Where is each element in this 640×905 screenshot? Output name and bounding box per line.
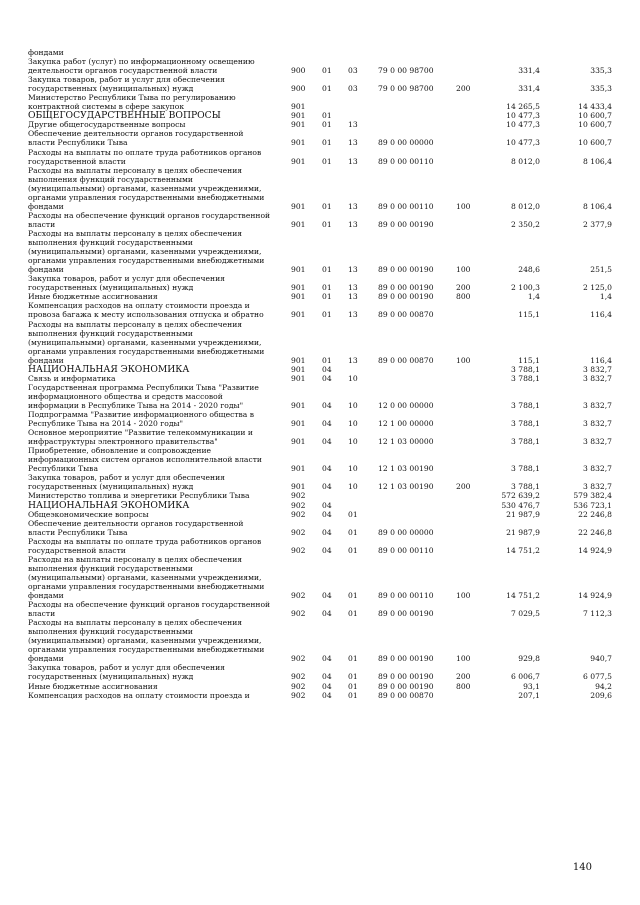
subsection-code: 13 xyxy=(348,265,358,275)
target-article-code: 12 1 03 00190 xyxy=(378,464,434,474)
target-article-code: 79 0 00 98700 xyxy=(378,66,434,76)
subsection-code: 10 xyxy=(348,437,358,447)
row-name-line: Государственная программа Республики Тыва "Развитие xyxy=(28,382,259,392)
vedomstvo-code: 901 xyxy=(291,364,306,374)
vedomstvo-code: 901 xyxy=(291,292,306,302)
row-name-line: органами управления государственными внебюджетными xyxy=(28,192,265,202)
subsection-code: 10 xyxy=(348,419,358,429)
subsection-code: 01 xyxy=(348,654,358,664)
target-article-code: 12 1 03 00000 xyxy=(378,437,434,447)
expense-type-code: 100 xyxy=(456,265,471,275)
section-code: 04 xyxy=(322,590,332,600)
expense-type-code: 200 xyxy=(456,482,471,492)
row-name-line: Расходы на выплаты по оплате труда работников органов xyxy=(28,536,262,546)
section-code: 01 xyxy=(322,138,332,148)
row-name-line: выполнения функций государственными xyxy=(28,174,193,184)
target-article-code: 89 0 00 00190 xyxy=(378,654,434,664)
amount-year-2: 116,4 xyxy=(590,355,612,365)
row-name-line: фондами xyxy=(28,48,64,57)
section-code: 04 xyxy=(322,437,332,447)
vedomstvo-code: 902 xyxy=(291,491,306,501)
amount-year-1: 331,4 xyxy=(518,84,540,94)
vedomstvo-code: 901 xyxy=(291,464,306,474)
row-name-line: Министерство Республики Тыва по регулированию xyxy=(28,93,236,103)
section-code: 01 xyxy=(322,111,332,121)
section-code: 04 xyxy=(322,464,332,474)
amount-year-2: 3 832,7 xyxy=(583,400,612,410)
row-name-line: власти Республики Тыва xyxy=(28,527,128,537)
vedomstvo-code: 901 xyxy=(291,283,306,293)
target-article-code: 89 0 00 00110 xyxy=(378,201,434,211)
section-code: 04 xyxy=(322,482,332,492)
target-article-code: 89 0 00 00870 xyxy=(378,355,434,365)
amount-year-1: 530 476,7 xyxy=(501,500,540,510)
section-code: 01 xyxy=(322,219,332,229)
amount-year-1: 93,1 xyxy=(523,681,540,691)
amount-year-1: 3 788,1 xyxy=(511,482,540,492)
amount-year-1: 3 788,1 xyxy=(511,437,540,447)
amount-year-1: 3 788,1 xyxy=(511,419,540,429)
section-code: 01 xyxy=(322,156,332,166)
vedomstvo-code: 901 xyxy=(291,201,306,211)
subsection-code: 13 xyxy=(348,201,358,211)
row-name-line: Закупка товаров, работ и услуг для обеспечения xyxy=(28,473,225,483)
amount-year-1: 8 012,0 xyxy=(511,201,540,211)
amount-year-2: 10 600,7 xyxy=(578,138,612,148)
section-code: 01 xyxy=(322,265,332,275)
section-code: 01 xyxy=(322,66,332,76)
row-name-line: органами управления государственными внебюджетными xyxy=(28,346,265,356)
subsection-code: 10 xyxy=(348,464,358,474)
subsection-code: 01 xyxy=(348,609,358,619)
vedomstvo-code: 902 xyxy=(291,672,306,682)
row-name-line: (муниципальными) органами, казенными учреждениями, xyxy=(28,183,262,193)
amount-year-2: 209,6 xyxy=(590,690,612,700)
subsection-code: 10 xyxy=(348,400,358,410)
expense-type-code: 200 xyxy=(456,283,471,293)
amount-year-2: 6 077,5 xyxy=(583,672,612,682)
target-article-code: 89 0 00 00190 xyxy=(378,265,434,275)
subsection-code: 13 xyxy=(348,156,358,166)
section-code: 04 xyxy=(322,654,332,664)
row-name-line: фондами xyxy=(28,654,64,664)
vedomstvo-code: 901 xyxy=(291,219,306,229)
row-name-line: органами управления государственными внебюджетными xyxy=(28,256,265,266)
target-article-code: 89 0 00 00190 xyxy=(378,681,434,691)
row-name-line: государственных (муниципальных) нужд xyxy=(28,482,194,492)
target-article-code: 89 0 00 00870 xyxy=(378,690,434,700)
row-name-line: Общеэкономические вопросы xyxy=(28,509,149,519)
row-name-line: выполнения функций государственными xyxy=(28,238,193,248)
subsection-code: 13 xyxy=(348,355,358,365)
section-code: 04 xyxy=(322,509,332,519)
row-name-line: Обеспечение деятельности органов государственной xyxy=(28,518,244,528)
expense-type-code: 100 xyxy=(456,654,471,664)
amount-year-2: 2 125,0 xyxy=(583,283,612,293)
amount-year-2: 14 924,9 xyxy=(578,590,612,600)
row-name-line: Министерство топлива и энергетики Республики Тыва xyxy=(28,491,250,501)
vedomstvo-code: 901 xyxy=(291,400,306,410)
amount-year-1: 10 477,3 xyxy=(506,111,540,121)
target-article-code: 12 1 00 00000 xyxy=(378,419,434,429)
amount-year-1: 6 006,7 xyxy=(511,672,540,682)
row-name-line: фондами xyxy=(28,590,64,600)
subsection-code: 01 xyxy=(348,545,358,555)
row-name-line: Основное мероприятие "Развитие телекоммуникации и xyxy=(28,428,253,438)
row-name-line: НАЦИОНАЛЬНАЯ ЭКОНОМИКА xyxy=(28,364,190,375)
expense-type-code: 100 xyxy=(456,355,471,365)
amount-year-2: 335,3 xyxy=(590,66,612,76)
vedomstvo-code: 902 xyxy=(291,681,306,691)
row-name-line: (муниципальными) органами, казенными учреждениями, xyxy=(28,572,262,582)
row-name-line: органами управления государственными внебюджетными xyxy=(28,581,265,591)
amount-year-2: 8 106,4 xyxy=(583,201,612,211)
target-article-code: 89 0 00 00110 xyxy=(378,590,434,600)
amount-year-1: 3 788,1 xyxy=(511,373,540,383)
row-name-line: Расходы на выплаты персоналу в целях обеспечения xyxy=(28,229,243,238)
row-name-line: Расходы на выплаты персоналу в целях обеспечения xyxy=(28,319,243,329)
section-code: 04 xyxy=(322,500,332,510)
row-name-line: НАЦИОНАЛЬНАЯ ЭКОНОМИКА xyxy=(28,500,190,511)
row-name-line: Другие общегосударственные вопросы xyxy=(28,120,186,130)
amount-year-1: 8 012,0 xyxy=(511,156,540,166)
amount-year-1: 21 987,9 xyxy=(506,527,540,537)
amount-year-2: 251,5 xyxy=(590,265,612,275)
amount-year-1: 14 751,2 xyxy=(506,545,540,555)
amount-year-1: 3 788,1 xyxy=(511,364,540,374)
amount-year-2: 1,4 xyxy=(599,292,612,302)
vedomstvo-code: 901 xyxy=(291,310,306,320)
amount-year-1: 207,1 xyxy=(518,690,540,700)
row-name-line: Закупка товаров, работ и услуг для обеспечения xyxy=(28,663,225,673)
expense-type-code: 100 xyxy=(456,590,471,600)
amount-year-2: 2 377,9 xyxy=(583,219,612,229)
vedomstvo-code: 900 xyxy=(291,66,306,76)
row-name-line: Компенсация расходов на оплату стоимости проезда и xyxy=(28,301,250,311)
section-code: 04 xyxy=(322,609,332,619)
amount-year-1: 10 477,3 xyxy=(506,138,540,148)
amount-year-1: 7 029,5 xyxy=(511,609,540,619)
vedomstvo-code: 902 xyxy=(291,545,306,555)
subsection-code: 13 xyxy=(348,283,358,293)
section-code: 04 xyxy=(322,419,332,429)
vedomstvo-code: 902 xyxy=(291,527,306,537)
amount-year-2: 335,3 xyxy=(590,84,612,94)
subsection-code: 13 xyxy=(348,219,358,229)
row-name-line: Расходы на выплаты по оплате труда работников органов xyxy=(28,147,262,157)
target-article-code: 89 0 00 00190 xyxy=(378,292,434,302)
amount-year-1: 115,1 xyxy=(518,310,540,320)
amount-year-1: 1,4 xyxy=(527,292,540,302)
amount-year-2: 8 106,4 xyxy=(583,156,612,166)
amount-year-2: 10 600,7 xyxy=(578,120,612,130)
amount-year-2: 116,4 xyxy=(590,310,612,320)
row-name-line: Расходы на обеспечение функций органов государственной xyxy=(28,210,271,220)
row-name-line: (муниципальными) органами, казенными учреждениями, xyxy=(28,337,262,347)
row-name-line: фондами xyxy=(28,201,64,211)
section-code: 01 xyxy=(322,84,332,94)
row-name-line: (муниципальными) органами, казенными учреждениями, xyxy=(28,636,262,646)
amount-year-1: 248,6 xyxy=(518,265,540,275)
vedomstvo-code: 901 xyxy=(291,355,306,365)
page-number: 140 xyxy=(572,862,592,873)
amount-year-1: 115,1 xyxy=(518,355,540,365)
row-name-line: инфраструктуры электронного правительства" xyxy=(28,437,218,447)
section-code: 04 xyxy=(322,545,332,555)
section-code: 04 xyxy=(322,690,332,700)
amount-year-2: 3 832,7 xyxy=(583,464,612,474)
section-code: 01 xyxy=(322,283,332,293)
row-name-line: государственных (муниципальных) нужд xyxy=(28,283,194,293)
row-name-line: Расходы на выплаты персоналу в целях обеспечения xyxy=(28,554,243,564)
subsection-code: 13 xyxy=(348,292,358,302)
expense-type-code: 200 xyxy=(456,84,471,94)
target-article-code: 12 0 00 00000 xyxy=(378,400,434,410)
amount-year-2: 22 246,8 xyxy=(578,509,612,519)
row-name-line: деятельности органов государственной власти xyxy=(28,66,218,76)
amount-year-2: 94,2 xyxy=(595,681,612,691)
amount-year-2: 7 112,3 xyxy=(583,609,612,619)
row-name-line: выполнения функций государственными xyxy=(28,328,193,338)
expense-type-code: 800 xyxy=(456,681,471,691)
row-name-line: Расходы на выплаты персоналу в целях обеспечения xyxy=(28,165,243,175)
target-article-code: 89 0 00 00870 xyxy=(378,310,434,320)
amount-year-1: 14 751,2 xyxy=(506,590,540,600)
section-code: 04 xyxy=(322,681,332,691)
section-code: 01 xyxy=(322,310,332,320)
subsection-code: 10 xyxy=(348,373,358,383)
amount-year-2: 940,7 xyxy=(590,654,612,664)
vedomstvo-code: 901 xyxy=(291,419,306,429)
row-name-line: Связь и информатика xyxy=(28,373,116,383)
target-article-code: 89 0 00 00000 xyxy=(378,138,434,148)
amount-year-2: 3 832,7 xyxy=(583,437,612,447)
target-article-code: 12 1 03 00190 xyxy=(378,482,434,492)
vedomstvo-code: 901 xyxy=(291,373,306,383)
subsection-code: 03 xyxy=(348,84,358,94)
amount-year-1: 2 100,3 xyxy=(511,283,540,293)
row-name-line: Иные бюджетные ассигнования xyxy=(28,681,158,691)
amount-year-2: 10 600,7 xyxy=(578,111,612,121)
section-code: 01 xyxy=(322,201,332,211)
section-code: 04 xyxy=(322,527,332,537)
row-name-line: информационного общества и средств массовой xyxy=(28,391,223,401)
row-name-line: государственной власти xyxy=(28,156,126,166)
subsection-code: 10 xyxy=(348,482,358,492)
vedomstvo-code: 902 xyxy=(291,590,306,600)
subsection-code: 13 xyxy=(348,120,358,130)
vedomstvo-code: 902 xyxy=(291,690,306,700)
vedomstvo-code: 902 xyxy=(291,654,306,664)
row-name-line: Приобретение, обновление и сопровождение xyxy=(28,446,211,456)
row-name-line: Республике Тыва на 2014 - 2020 годы" xyxy=(28,419,184,429)
target-article-code: 89 0 00 00190 xyxy=(378,609,434,619)
subsection-code: 01 xyxy=(348,527,358,537)
row-name-line: фондами xyxy=(28,265,64,275)
amount-year-1: 3 788,1 xyxy=(511,464,540,474)
amount-year-2: 3 832,7 xyxy=(583,364,612,374)
target-article-code: 89 0 00 00110 xyxy=(378,156,434,166)
vedomstvo-code: 901 xyxy=(291,138,306,148)
amount-year-1: 14 265,5 xyxy=(506,102,540,112)
section-code: 04 xyxy=(322,364,332,374)
row-name-line: Республики Тыва xyxy=(28,464,98,474)
target-article-code: 89 0 00 00190 xyxy=(378,283,434,293)
vedomstvo-code: 900 xyxy=(291,84,306,94)
amount-year-2: 3 832,7 xyxy=(583,419,612,429)
row-name-line: государственной власти xyxy=(28,545,126,555)
subsection-code: 01 xyxy=(348,690,358,700)
row-name-line: Расходы на обеспечение функций органов государственной xyxy=(28,600,271,610)
subsection-code: 01 xyxy=(348,509,358,519)
subsection-code: 13 xyxy=(348,138,358,148)
row-name-line: государственных (муниципальных) нужд xyxy=(28,84,194,94)
target-article-code: 89 0 00 00110 xyxy=(378,545,434,555)
amount-year-1: 2 350,2 xyxy=(511,219,540,229)
row-name-line: информации в Республике Тыва на 2014 - 2020 годы" xyxy=(28,400,244,410)
vedomstvo-code: 901 xyxy=(291,482,306,492)
row-name-line: фондами xyxy=(28,355,64,365)
section-code: 01 xyxy=(322,355,332,365)
row-name-line: информационных систем органов исполнительной власти xyxy=(28,455,262,465)
amount-year-1: 331,4 xyxy=(518,66,540,76)
subsection-code: 01 xyxy=(348,590,358,600)
amount-year-2: 536 723,1 xyxy=(573,500,612,510)
vedomstvo-code: 901 xyxy=(291,265,306,275)
amount-year-2: 14 433,4 xyxy=(578,102,612,112)
row-name-line: власти Республики Тыва xyxy=(28,138,128,148)
row-name-line: Подпрограмма "Развитие информационного общества в xyxy=(28,410,255,419)
section-code: 01 xyxy=(322,292,332,302)
expense-type-code: 100 xyxy=(456,201,471,211)
row-name-line: выполнения функций государственными xyxy=(28,627,193,637)
vedomstvo-code: 902 xyxy=(291,500,306,510)
amount-year-1: 3 788,1 xyxy=(511,400,540,410)
amount-year-1: 10 477,3 xyxy=(506,120,540,130)
row-name-line: власти xyxy=(28,609,56,619)
row-name-line: Расходы на выплаты персоналу в целях обеспечения xyxy=(28,618,243,628)
row-name-line: Компенсация расходов на оплату стоимости проезда и xyxy=(28,690,250,700)
vedomstvo-code: 901 xyxy=(291,111,306,121)
expense-type-code: 800 xyxy=(456,292,471,302)
vedomstvo-code: 901 xyxy=(291,437,306,447)
row-name-line: выполнения функций государственными xyxy=(28,563,193,573)
row-name-line: Закупка товаров, работ и услуг для обеспечения xyxy=(28,274,225,284)
vedomstvo-code: 901 xyxy=(291,102,306,112)
row-name-line: Иные бюджетные ассигнования xyxy=(28,292,158,302)
row-name-line: (муниципальными) органами, казенными учреждениями, xyxy=(28,247,262,257)
target-article-code: 79 0 00 98700 xyxy=(378,84,434,94)
amount-year-2: 14 924,9 xyxy=(578,545,612,555)
amount-year-1: 21 987,9 xyxy=(506,509,540,519)
section-code: 04 xyxy=(322,400,332,410)
target-article-code: 89 0 00 00000 xyxy=(378,527,434,537)
section-code: 01 xyxy=(322,120,332,130)
section-code: 04 xyxy=(322,373,332,383)
amount-year-2: 579 382,4 xyxy=(573,491,612,501)
row-name-line: провоза багажа к месту использования отпуска и обратно xyxy=(28,310,264,320)
vedomstvo-code: 902 xyxy=(291,509,306,519)
vedomstvo-code: 901 xyxy=(291,120,306,130)
expense-type-code: 200 xyxy=(456,672,471,682)
row-name-line: ОБЩЕГОСУДАРСТВЕННЫЕ ВОПРОСЫ xyxy=(28,111,221,122)
subsection-code: 01 xyxy=(348,672,358,682)
amount-year-1: 929,8 xyxy=(518,654,540,664)
target-article-code: 89 0 00 00190 xyxy=(378,672,434,682)
section-code: 04 xyxy=(322,672,332,682)
row-name-line: Закупка товаров, работ и услуг для обеспечения xyxy=(28,75,225,85)
row-name-line: государственных (муниципальных) нужд xyxy=(28,672,194,682)
row-name-line: органами управления государственными внебюджетными xyxy=(28,645,265,655)
row-name-line: контрактной системы в сфере закупок xyxy=(28,102,185,112)
subsection-code: 03 xyxy=(348,66,358,76)
amount-year-2: 3 832,7 xyxy=(583,373,612,383)
subsection-code: 13 xyxy=(348,310,358,320)
row-name-line: власти xyxy=(28,219,56,229)
amount-year-2: 3 832,7 xyxy=(583,482,612,492)
amount-year-2: 22 246,8 xyxy=(578,527,612,537)
target-article-code: 89 0 00 00190 xyxy=(378,219,434,229)
row-name-line: Закупка работ (услуг) по информационному освещению xyxy=(28,57,255,67)
row-name-line: Обеспечение деятельности органов государственной xyxy=(28,129,244,139)
subsection-code: 01 xyxy=(348,681,358,691)
vedomstvo-code: 902 xyxy=(291,609,306,619)
amount-year-1: 572 639,2 xyxy=(501,491,540,501)
vedomstvo-code: 901 xyxy=(291,156,306,166)
